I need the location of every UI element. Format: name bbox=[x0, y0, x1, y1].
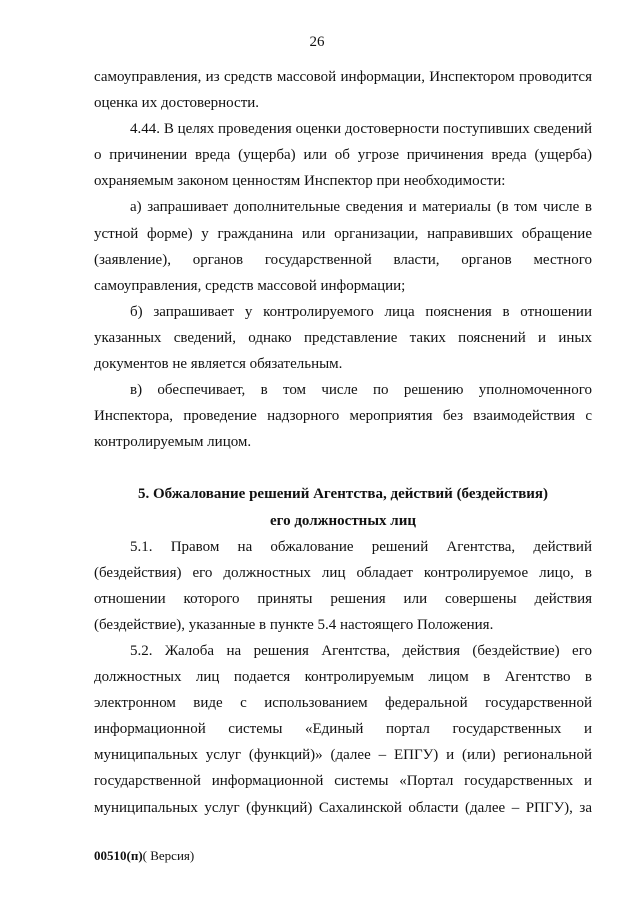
paragraph-item-a: а) запрашивает дополнительные сведения и материалы (в том числе в устной форме) у гражданина или организации, направивших обращение (заявление), органов государственной власти, органов местного самоуправления, средств массовой информации; bbox=[94, 199, 592, 294]
document-body bbox=[94, 64, 592, 821]
document-code: 00510(п) bbox=[94, 848, 143, 863]
paragraph-4-44: 4.44. В целях проведения оценки достоверности поступивших сведений о причинении вреда (ущерба) или об угрозе причинения вреда (ущерба) охраняемым законом ценностям Инспектор при необходимости: bbox=[94, 121, 592, 190]
document-footer bbox=[94, 848, 194, 864]
paragraph-5-1: 5.1. Правом на обжалование решений Агентства, действий (бездействия) его должностных лиц обладает контролируемое лицо, в отношении которого приняты решения или совершены действия (бездействие), указанные в пункте 5.4 настоящего Положения. bbox=[94, 538, 592, 633]
document-version: ( Версия) bbox=[142, 848, 195, 863]
section-heading-line-1: 5. Обжалование решений Агентства, действий (бездействия) bbox=[137, 486, 549, 503]
paragraph-5-2: 5.2. Жалоба на решения Агентства, действия (бездействие) его должностных лиц подается контролируемым лицом в Агентство в электронном виде с использованием федеральной государственной информационной системы «Единый портал государственных и муниципальных услуг (функций)» (далее – ЕПГУ) и (или) региональной государственной информационной системы «Портал государственных и муниципальных услуг (функций) Сахалинской области (далее – РПГУ), за bbox=[94, 642, 592, 816]
paragraph-item-b: б) запрашивает у контролируемого лица пояснения в отношении указанных сведений, однако представление таких пояснений и иных документов не является обязательным. bbox=[94, 303, 592, 373]
page-number: 26 bbox=[309, 34, 325, 50]
section-heading-line-2: его должностных лиц bbox=[269, 512, 416, 529]
paragraph-continuation: самоуправления, из средств массовой информации, Инспектором проводится оценка их достоверности. bbox=[94, 69, 592, 112]
paragraph-item-v: в) обеспечивает, в том числе по решению уполномоченного Инспектора, проведение надзорного мероприятия без взаимодействия с контролируемым лицом. bbox=[94, 382, 592, 451]
section-spacer bbox=[94, 455, 592, 481]
